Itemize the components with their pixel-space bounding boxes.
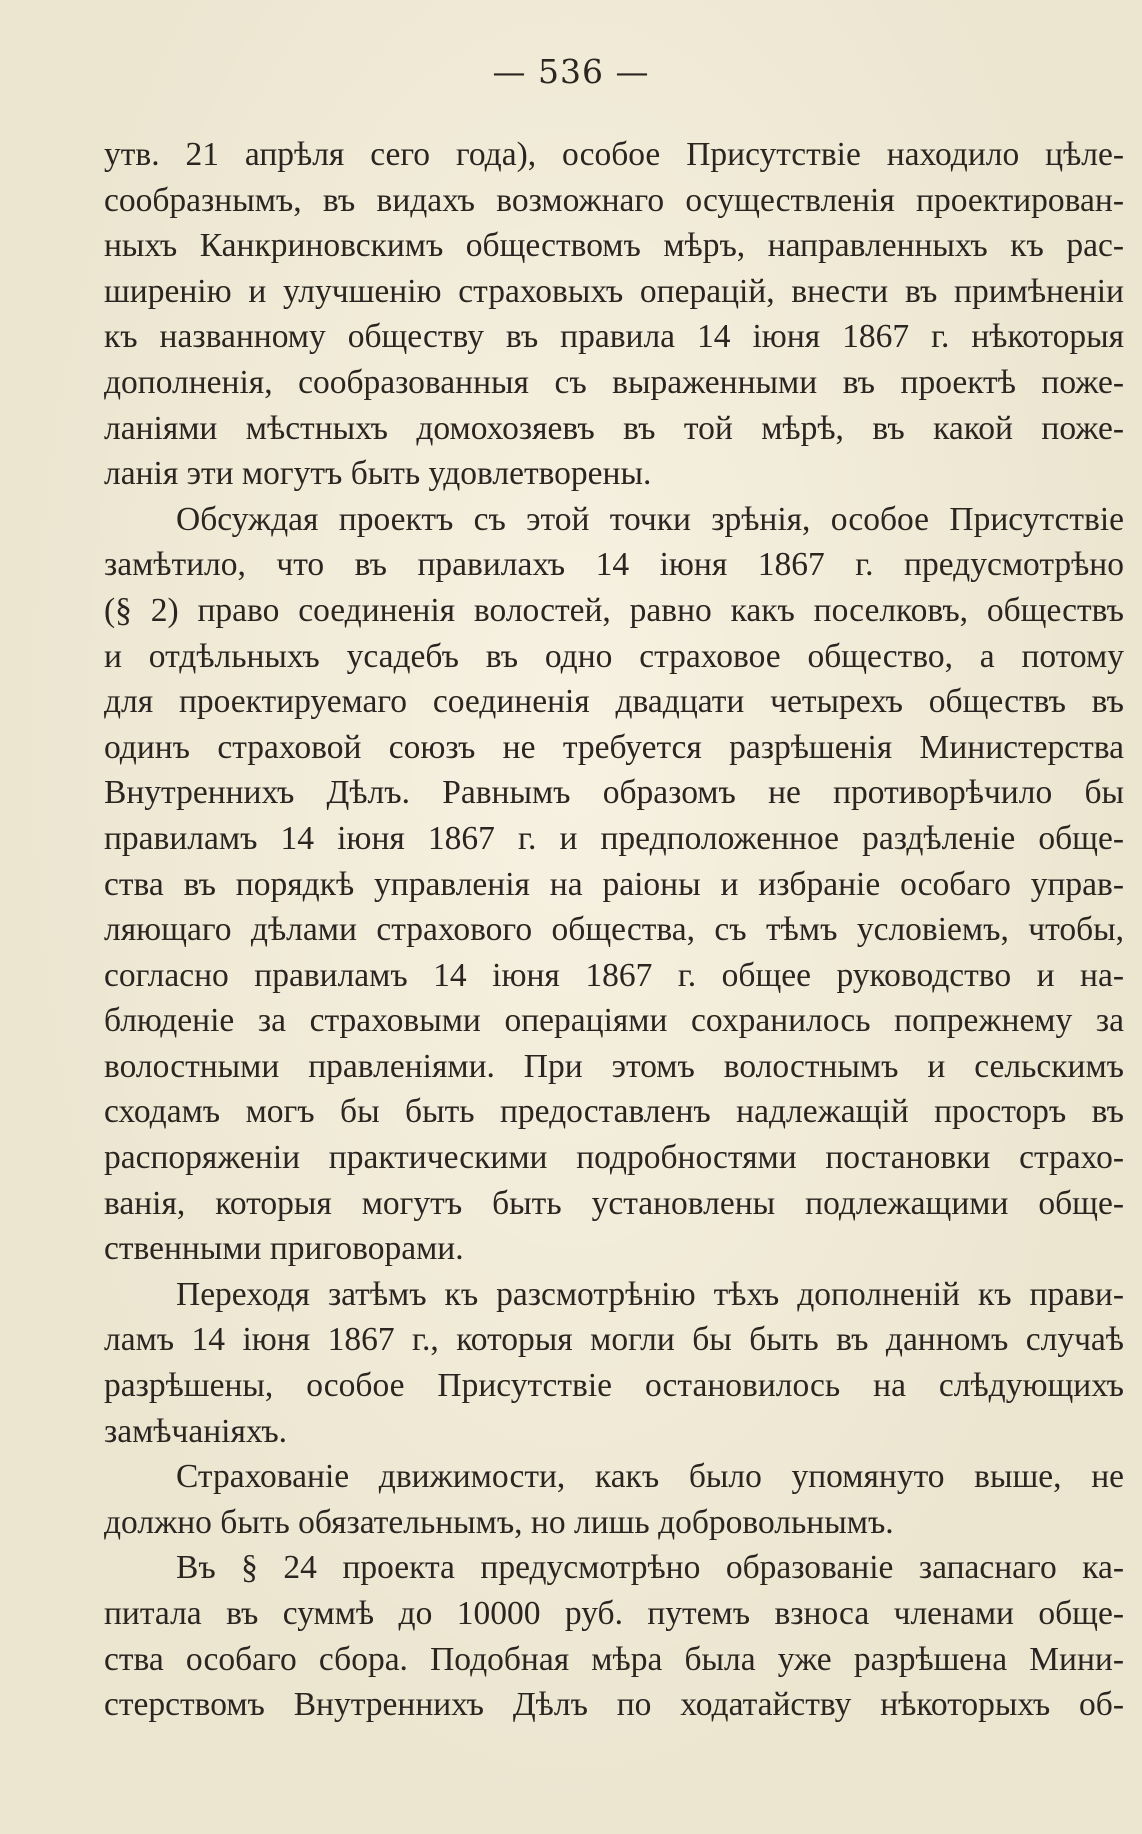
text-line: Переходя затѣмъ къ разсмотрѣнію тѣхъ дополненій къ прави- bbox=[176, 1275, 1124, 1313]
text-line: распоряженіи практическими подробностями постановки страхо- bbox=[104, 1139, 1124, 1177]
body-text bbox=[104, 132, 1124, 1728]
text-line: правиламъ 14 іюня 1867 г. и предположенное раздѣленіе обще- bbox=[104, 819, 1124, 857]
text-line: ланіями мѣстныхъ домохозяевъ въ той мѣрѣ, въ какой поже- bbox=[104, 409, 1124, 447]
page-number: — 536 — bbox=[492, 52, 650, 91]
text-line: (§ 2) право соединенія волостей, равно какъ поселковъ, обществъ bbox=[104, 591, 1124, 629]
text-line: Внутреннихъ Дѣлъ. Равнымъ образомъ не противорѣчило бы bbox=[104, 774, 1124, 812]
text-line: и отдѣльныхъ усадебъ въ одно страховое общество, а потому bbox=[104, 637, 1124, 675]
text-line: къ названному обществу въ правила 14 іюня 1867 г. нѣкоторыя bbox=[104, 318, 1124, 356]
text-line: волостными правленіями. При этомъ волостнымъ и сельскимъ bbox=[104, 1047, 1124, 1085]
text-line: ланія эти могутъ быть удовлетворены. bbox=[104, 455, 652, 493]
text-line: утв. 21 апрѣля сего года), особое Присутствіе находило цѣле- bbox=[104, 136, 1124, 173]
text-line: дополненія, сообразованныя съ выраженными въ проектѣ поже- bbox=[104, 363, 1124, 401]
text-line: для проектируемаго соединенія двадцати четырехъ обществъ въ bbox=[104, 683, 1124, 721]
text-line: ляющаго дѣлами страхового общества, съ тѣмъ условіемъ, чтобы, bbox=[104, 911, 1124, 949]
text-line: ства въ порядкѣ управленія на раіоны и избраніе особаго управ- bbox=[104, 865, 1124, 903]
text-line: ственными приговорами. bbox=[104, 1230, 464, 1268]
text-line: одинъ страховой союзъ не требуется разрѣшенія Министерства bbox=[104, 728, 1124, 766]
text-line: замѣчаніяхъ. bbox=[104, 1412, 288, 1450]
text-line: питала въ суммѣ до 10000 руб. путемъ взноса членами обще- bbox=[104, 1595, 1124, 1632]
text-line: ныхъ Канкриновскимъ обществомъ мѣръ, направленныхъ къ рас- bbox=[104, 227, 1124, 265]
text-line: ширенію и улучшенію страховыхъ операцій, внести въ примѣненіи bbox=[104, 272, 1124, 310]
text-line: ванія, которыя могутъ быть установлены подлежащими обще- bbox=[104, 1184, 1124, 1222]
text-line: согласно правиламъ 14 іюня 1867 г. общее руководство и на- bbox=[104, 956, 1124, 994]
text-line: должно быть обязательнымъ, но лишь добровольнымъ. bbox=[104, 1503, 894, 1541]
text-line: стерствомъ Внутреннихъ Дѣлъ по ходатайству нѣкоторыхъ об- bbox=[104, 1686, 1124, 1724]
text-line: сходамъ могъ бы быть предоставленъ надлежащій просторъ въ bbox=[104, 1093, 1124, 1131]
text-line: Въ § 24 проекта предусмотрѣно образованіе запаснаго ка- bbox=[176, 1549, 1124, 1587]
text-line: блюденіе за страховыми операціями сохранилось попрежнему за bbox=[104, 1002, 1124, 1040]
text-line: разрѣшены, особое Присутствіе остановилось на слѣдующихъ bbox=[104, 1367, 1124, 1405]
text-line: замѣтило, что въ правилахъ 14 іюня 1867 г. предусмотрѣно bbox=[104, 546, 1124, 584]
text-line: ства особаго сбора. Подобная мѣра была уже разрѣшена Мини- bbox=[104, 1640, 1124, 1678]
text-line: Страхованіе движимости, какъ было упомянуто выше, не bbox=[176, 1458, 1124, 1496]
text-line: ламъ 14 іюня 1867 г., которыя могли бы быть въ данномъ случаѣ bbox=[104, 1321, 1124, 1359]
text-line: Обсуждая проектъ съ этой точки зрѣнія, особое Присутствіе bbox=[176, 500, 1124, 538]
text-line: сообразнымъ, въ видахъ возможнаго осуществленія проектирован- bbox=[104, 181, 1124, 219]
